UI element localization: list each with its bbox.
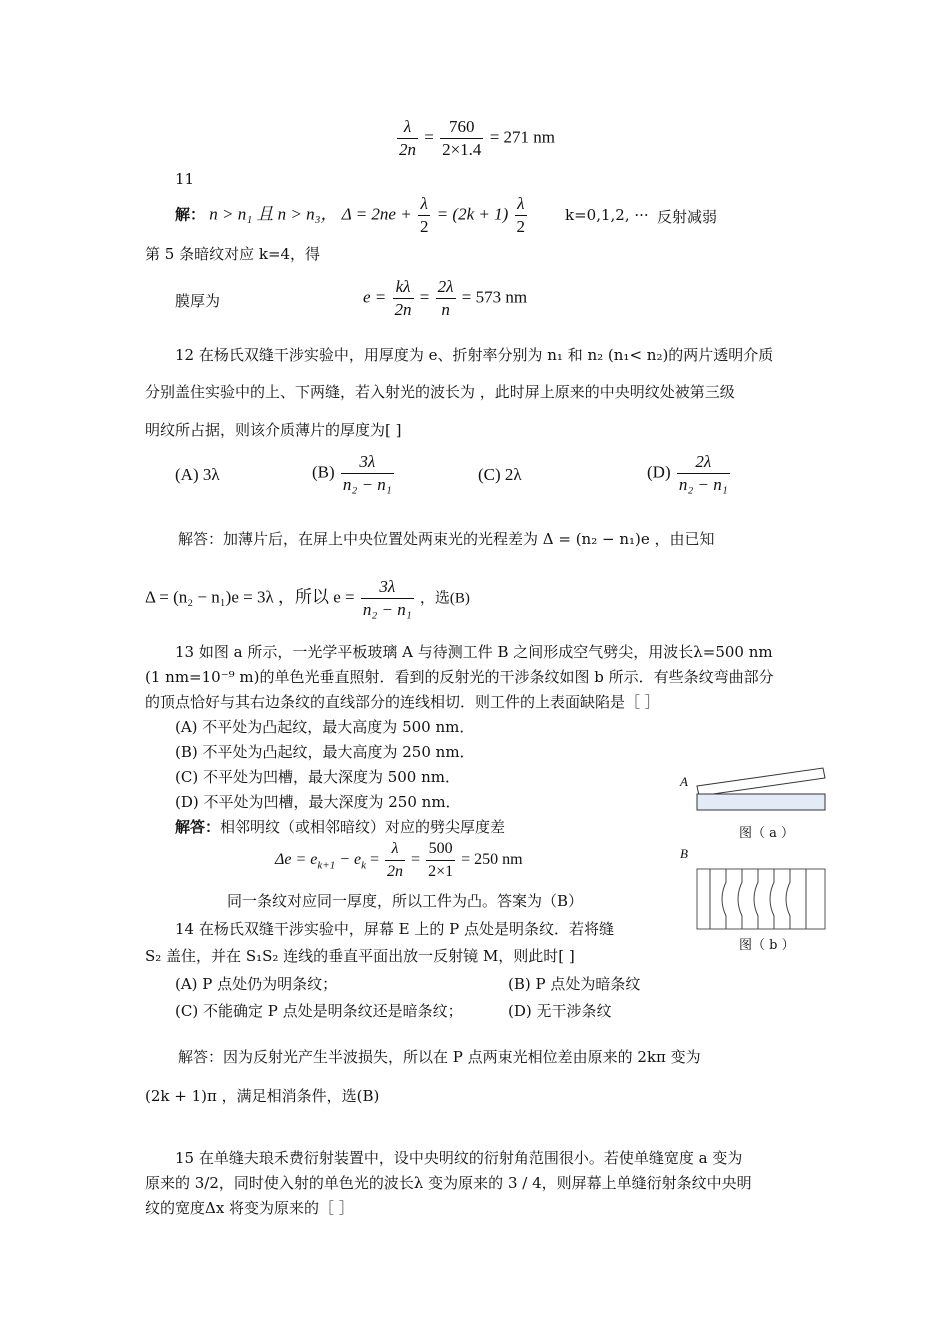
q13-option-d: (D) 不平处为凹槽，最大深度为 250 nm． [175, 793, 461, 811]
q15-line2: 原来的 3/2，同时使入射的单色光的波长λ 变为原来的 3 / 4，则屏幕上单缝衍射条纹中央明 [145, 1174, 752, 1192]
q13-answer-intro: 解答：相邻明纹（或相邻暗纹）对应的劈尖厚度差 [175, 818, 506, 836]
q13-option-c: (C) 不平处为凹槽，最大深度为 500 nm． [175, 768, 461, 786]
q11-film-label: 膜厚为 [175, 292, 221, 310]
q11-film-equation: e = $\frac{k\lambda}{2n}$ = $\frac{2\lambda}{n}$ = 573 nm [363, 277, 528, 319]
q12-line1: 12 在杨氏双缝干涉实验中，用厚度为 e、折射率分别为 n₁ 和 n₂ (n₁< n₂)的两片透明介质 [175, 346, 774, 364]
q12-option-b: (B) $\frac{3\lambda}{\text{n₂ − n₁}}$ [312, 452, 392, 494]
figure-b-fringe-pattern [696, 868, 826, 930]
q13-line1: 13 如图 a 所示，一光学平板玻璃 A 与待测工件 B 之间形成空气劈尖，用波长λ=500 nm [175, 643, 773, 661]
figure-b-caption: 图（ b ） [739, 938, 795, 953]
q13-conclusion: 同一条纹对应同一厚度，所以工件为凸。答案为（B） [227, 892, 584, 910]
q11-number: 11 [175, 170, 195, 188]
q11-line2: 第 5 条暗纹对应 k=4，得 [145, 245, 321, 263]
q13-line2: (1 nm=10⁻⁹ m)的单色光垂直照射．看到的反射光的干涉条纹如图 b 所示．有些条纹弯曲部分 [145, 668, 774, 686]
q13-answer-equation: $\Delta e = e_{k+1} - e_k$ = $\frac{\lambda}{2n}$ = $\frac{500}{2\times 1}$ = 250 nm [275, 840, 523, 880]
q11-note: 反射减弱 [657, 208, 718, 226]
q14-line2: S₂ 盖住，并在 S₁S₂ 连线的垂直平面出放一反射镜 M，则此时[ ] [145, 947, 575, 965]
q11-k-values: k=0,1,2, ··· [565, 206, 649, 224]
q14-answer-line2: (2k + 1)π ，满足相消条件，选(B) [145, 1087, 380, 1105]
q14-option-a: (A) P 点处仍为明条纹； [175, 975, 338, 993]
q15-line1: 15 在单缝夫琅禾费衍射装置中，设中央明纹的衍射角范围很小。若使单缝宽度 a 变为 [175, 1149, 743, 1167]
figure-b-label-b: B [680, 846, 688, 861]
q12-answer-line1: 解答：加薄片后，在屏上中央位置处两束光的光程差为 Δ = (n₂ − n₁)e ，由已知 [178, 530, 715, 548]
equation-wavelength-result: $\frac{\lambda}{2n}$ = $\frac{760}{2\times 1.4}$ = 271 nm [399, 117, 555, 159]
q12-answer-line2: Δ = (n₂ − n₁)e = 3λ ，所以 e = $\frac{3\lambda}{\text{n₂ − n₁}}$ ，选(B) [145, 577, 470, 619]
q14-option-d: (D) 无干涉条纹 [508, 1002, 612, 1020]
q12-line3: 明纹所占据，则该介质薄片的厚度为[ ] [145, 421, 402, 439]
q12-option-d: (D) $\frac{2\lambda}{\text{n₂ − n₁}}$ [647, 452, 728, 494]
figure-a-caption: 图（ a ） [739, 826, 795, 841]
q13-line3: 的顶点恰好与其右边条纹的直线部分的连线相切．则工件的上表面缺陷是［ ］ [145, 693, 660, 711]
q12-option-a: (A) 3λ [175, 465, 220, 484]
q13-option-b: (B) 不平处为凸起纹，最大高度为 250 nm． [175, 743, 475, 761]
q12-option-c: (C) 2λ [478, 465, 522, 484]
q14-option-c: (C) 不能确定 P 点处是明条纹还是暗条纹； [175, 1002, 463, 1020]
figure-a-label-a: A [680, 774, 688, 789]
q15-line3: 纹的宽度Δx 将变为原来的［ ］ [145, 1199, 354, 1217]
q14-option-b: (B) P 点处为暗条纹 [508, 975, 641, 993]
q14-line1: 14 在杨氏双缝干涉实验中，屏幕 E 上的 P 点处是明条纹．若将缝 [175, 920, 614, 938]
figure-a-wedge-diagram [692, 764, 832, 814]
q13-option-a: (A) 不平处为凸起纹，最大高度为 500 nm． [175, 718, 475, 736]
q12-line2: 分别盖住实验中的上、下两缝，若入射光的波长为 ，此时屏上原来的中央明纹处被第三级 [145, 383, 735, 401]
q14-answer-line1: 解答：因为反射光产生半波损失，所以在 P 点两束光相位差由原来的 2kπ 变为 [178, 1048, 701, 1066]
q11-solution-equation: 解： n > n₁ 且 n > n₃， Δ = 2ne + $\frac{\lambda}{2}$ = (2k + 1) $\frac{\lambda}{2}$ [175, 194, 526, 236]
